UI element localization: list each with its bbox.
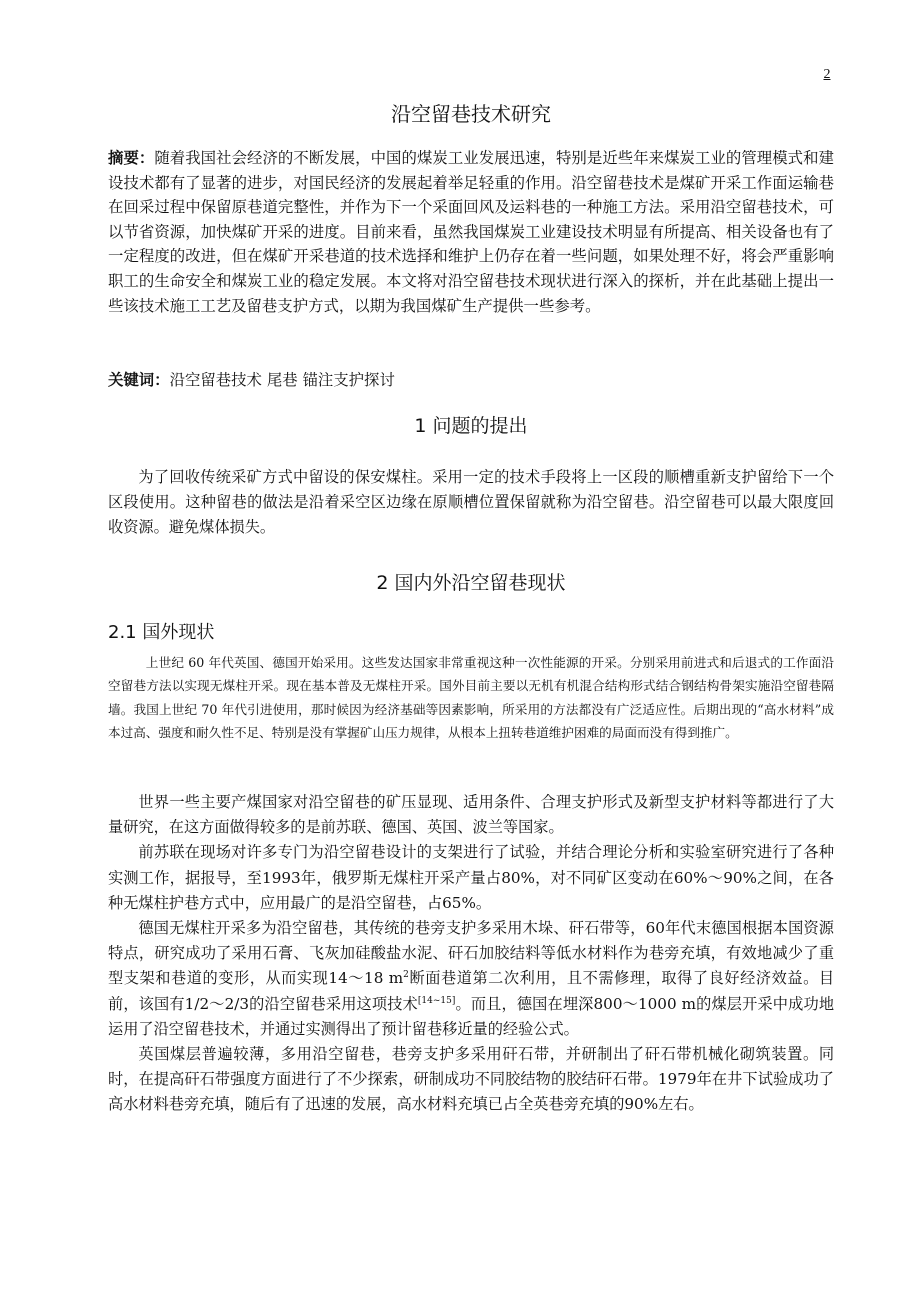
keywords [108,369,834,391]
paragraph-4-text-a: 德国无煤柱开采多为沿空留巷，其传统的巷旁支护多采用木垛、矸石带等，60年代末德国根据本国资源特点，研究成功了采用石膏、飞灰加硅酸盐水泥、矸石加胶结料等低水材料作为巷旁充填，有效地减少了重型支架和巷道的变形，从而实现14～18 m [108,919,834,988]
paragraph-4-text-c: 。而且，德国在埋深800～1000 m的煤层开采中成功地运用了沿空留巷技术，并通过实测得出了预计留巷移近量的经验公式。 [108,994,835,1038]
paragraph-4 [108,916,834,1042]
subsection-2-1-body [108,790,834,1118]
subsection-2-1-heading: 2.1 国外现状 [108,622,215,643]
paragraph-3: 前苏联在现场对许多专门为沿空留巷设计的支架进行了试验，并结合理论分析和实验室研究进行了各种实测工作，据报导，至1993年，俄罗斯无煤柱开采产量占80%，对不同矿区变动在60%～90%之间，在各种无煤柱护巷方式中，应用最广的是沿空留巷，占65%。 [108,843,834,912]
paragraph-4-text-b: 断面巷道第二次利用，且不需修理，取得了良好经济效益。目前，该国有1/2～2/3的沿空留巷采用这项技术 [108,969,835,1013]
section-2-heading: 2 国内外沿空留巷现状 [376,572,566,594]
paragraph-small: 上世纪 60 年代英国、德国开始采用。这些发达国家非常重视这种一次性能源的开采。分别采用前进式和后退式的工作面沿空留巷方法以实现无煤柱开采。现在基本普及无煤柱开采。国外目前主要以无机有机混合结构形式结合钢结构骨架实施沿空留巷隔墙。我国上世纪 70 年代引进使用，那时候因为经济基础等因素影响，所采用的方法都没有广泛适应性。后期出现的“高水材料”成本过高、强度和耐久性不足、特别是没有掌握矿山压力规律，从根本上扭转巷道维护困难的局面而没有得到推广。 [108,655,834,741]
paragraph-2: 世界一些主要产煤国家对沿空留巷的矿压显现、适用条件、合理支护形式及新型支护材料等都进行了大量研究，在这方面做得较多的是前苏联、德国、英国、波兰等国家。 [108,793,834,837]
abstract [108,146,834,318]
keywords-text: 沿空留巷技术 尾巷 锚注支护探讨 [169,371,395,389]
section-1-body [108,465,834,541]
citation-reference: [14~15] [417,995,456,1006]
section-1-heading: 1 问题的提出 [414,415,528,437]
abstract-text: 随着我国社会经济的不断发展，中国的煤炭工业发展迅速，特别是近些年来煤炭工业的管理模式和建设技术都有了显著的进步，对国民经济的发展起着举足轻重的作用。沿空留巷技术是煤矿开采工作面运输巷在回采过程中保留原巷道完整性，并作为下一个采面回风及运料巷的一种施工方法。采用沿空留巷技术，可以节省资源，加快煤矿开采的进度。目前来看，虽然我国煤炭工业建设技术明显有所提高、相关设备也有了一定程度的改进，但在煤矿开采巷道的技术选择和维护上仍存在着一些问题，如果处理不好，将会严重影响职工的生命安全和煤炭工业的稳定发展。本文将对沿空留巷技术现状进行深入的探析，并在此基础上提出一些该技术施工工艺及留巷支护方式，以期为我国煤矿生产提供一些参考。 [108,149,834,315]
abstract-label: 摘要： [108,149,155,167]
section-1-paragraph: 为了回收传统采矿方式中留设的保安煤柱。采用一定的技术手段将上一区段的顺槽重新支护留给下一个区段使用。这种留巷的做法是沿着采空区边缘在原顺槽位置保留就称为沿空留巷。沿空留巷可以最大限度回收资源。避免煤体损失。 [108,468,834,537]
superscript-squared: 2 [403,970,409,981]
keywords-label: 关键词： [108,371,170,389]
document-title: 沿空留巷技术研究 [391,102,551,126]
page-number: 2 [823,67,831,82]
subsection-2-1-small-para-block [108,651,834,745]
paragraph-5: 英国煤层普遍较薄，多用沿空留巷，巷旁支护多采用矸石带，并研制出了矸石带机械化砌筑装置。同时，在提高矸石带强度方面进行了不少探索，研制成功不同胶结物的胶结矸石带。1979年在井下试验成功了高水材料巷旁充填，随后有了迅速的发展，高水材料充填已占全英巷旁充填的90%左右。 [108,1045,834,1114]
